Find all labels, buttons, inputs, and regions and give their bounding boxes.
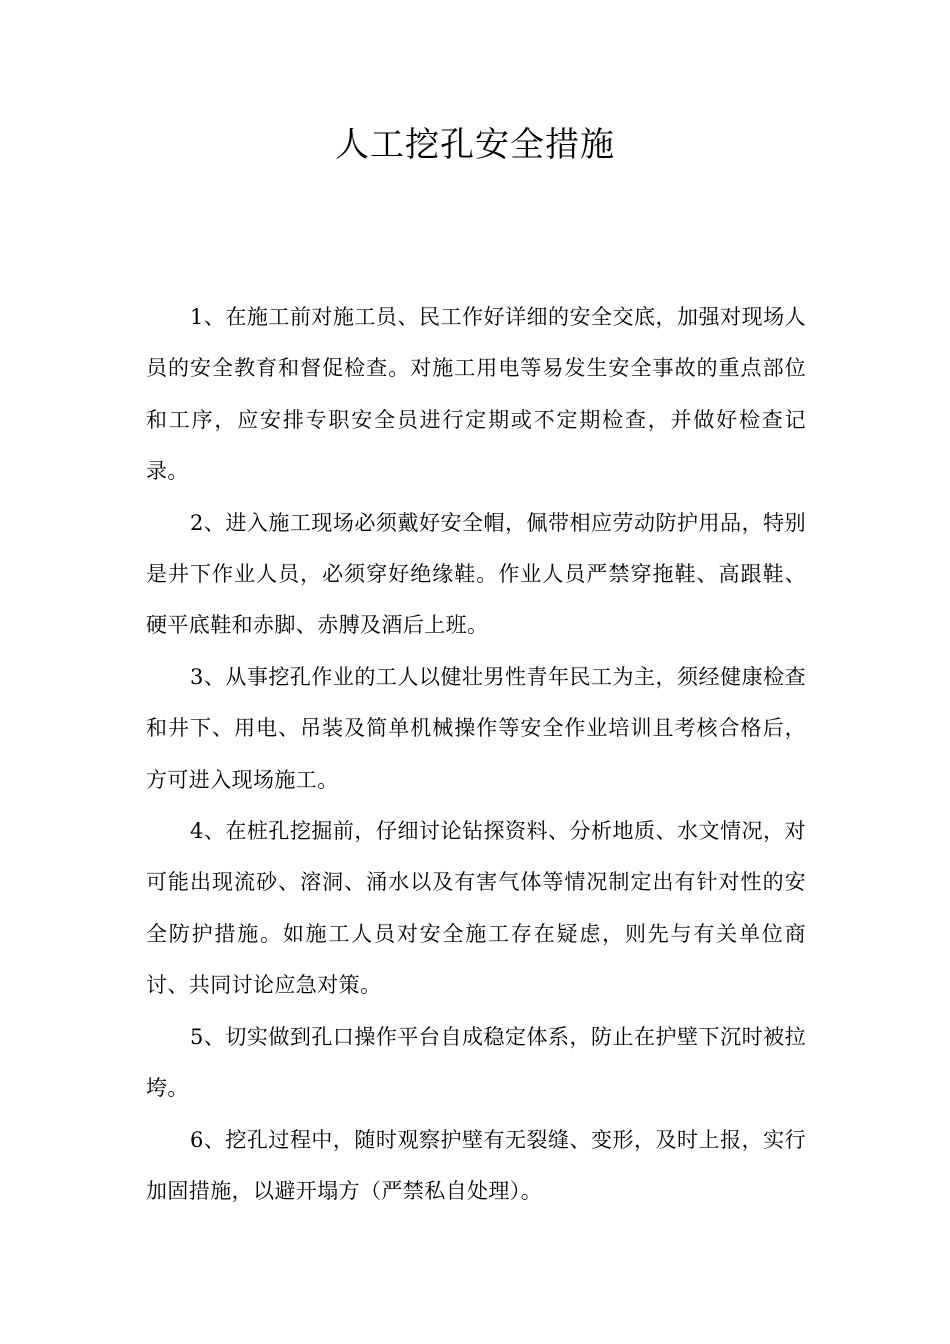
document-body [146,292,806,1217]
paragraph-4: 4、在桩孔挖掘前，仔细讨论钻探资料、分析地质、水文情况，对可能出现流砂、溶洞、涌水以及有害气体等情况制定出有针对性的安全防护措施。如施工人员对安全施工存在疑虑，则先与有关单位商讨、共同讨论应急对策。 [146,819,806,998]
paragraph-5: 5、切实做到孔口操作平台自成稳定体系，防止在护壁下沉时被拉垮。 [146,1024,806,1101]
paragraph-1: 1、在施工前对施工员、民工作好详细的安全交底，加强对现场人员的安全教育和督促检查。对施工用电等易发生安全事故的重点部位和工序，应安排专职安全员进行定期或不定期检查，并做好检查记录。 [146,305,806,484]
paragraph-3: 3、从事挖孔作业的工人以健壮男性青年民工为主，须经健康检查和井下、用电、吊装及简单机械操作等安全作业培训且考核合格后，方可进入现场施工。 [146,664,806,792]
document-title: 人工挖孔安全措施 [335,125,615,165]
paragraph-2: 2、进入施工现场必须戴好安全帽，佩带相应劳动防护用品，特别是井下作业人员，必须穿好绝缘鞋。作业人员严禁穿拖鞋、高跟鞋、硬平底鞋和赤脚、赤膊及酒后上班。 [146,510,806,638]
paragraph-6: 6、挖孔过程中，随时观察护壁有无裂缝、变形，及时上报，实行加固措施，以避开塌方（严禁私自处理）。 [146,1127,806,1203]
